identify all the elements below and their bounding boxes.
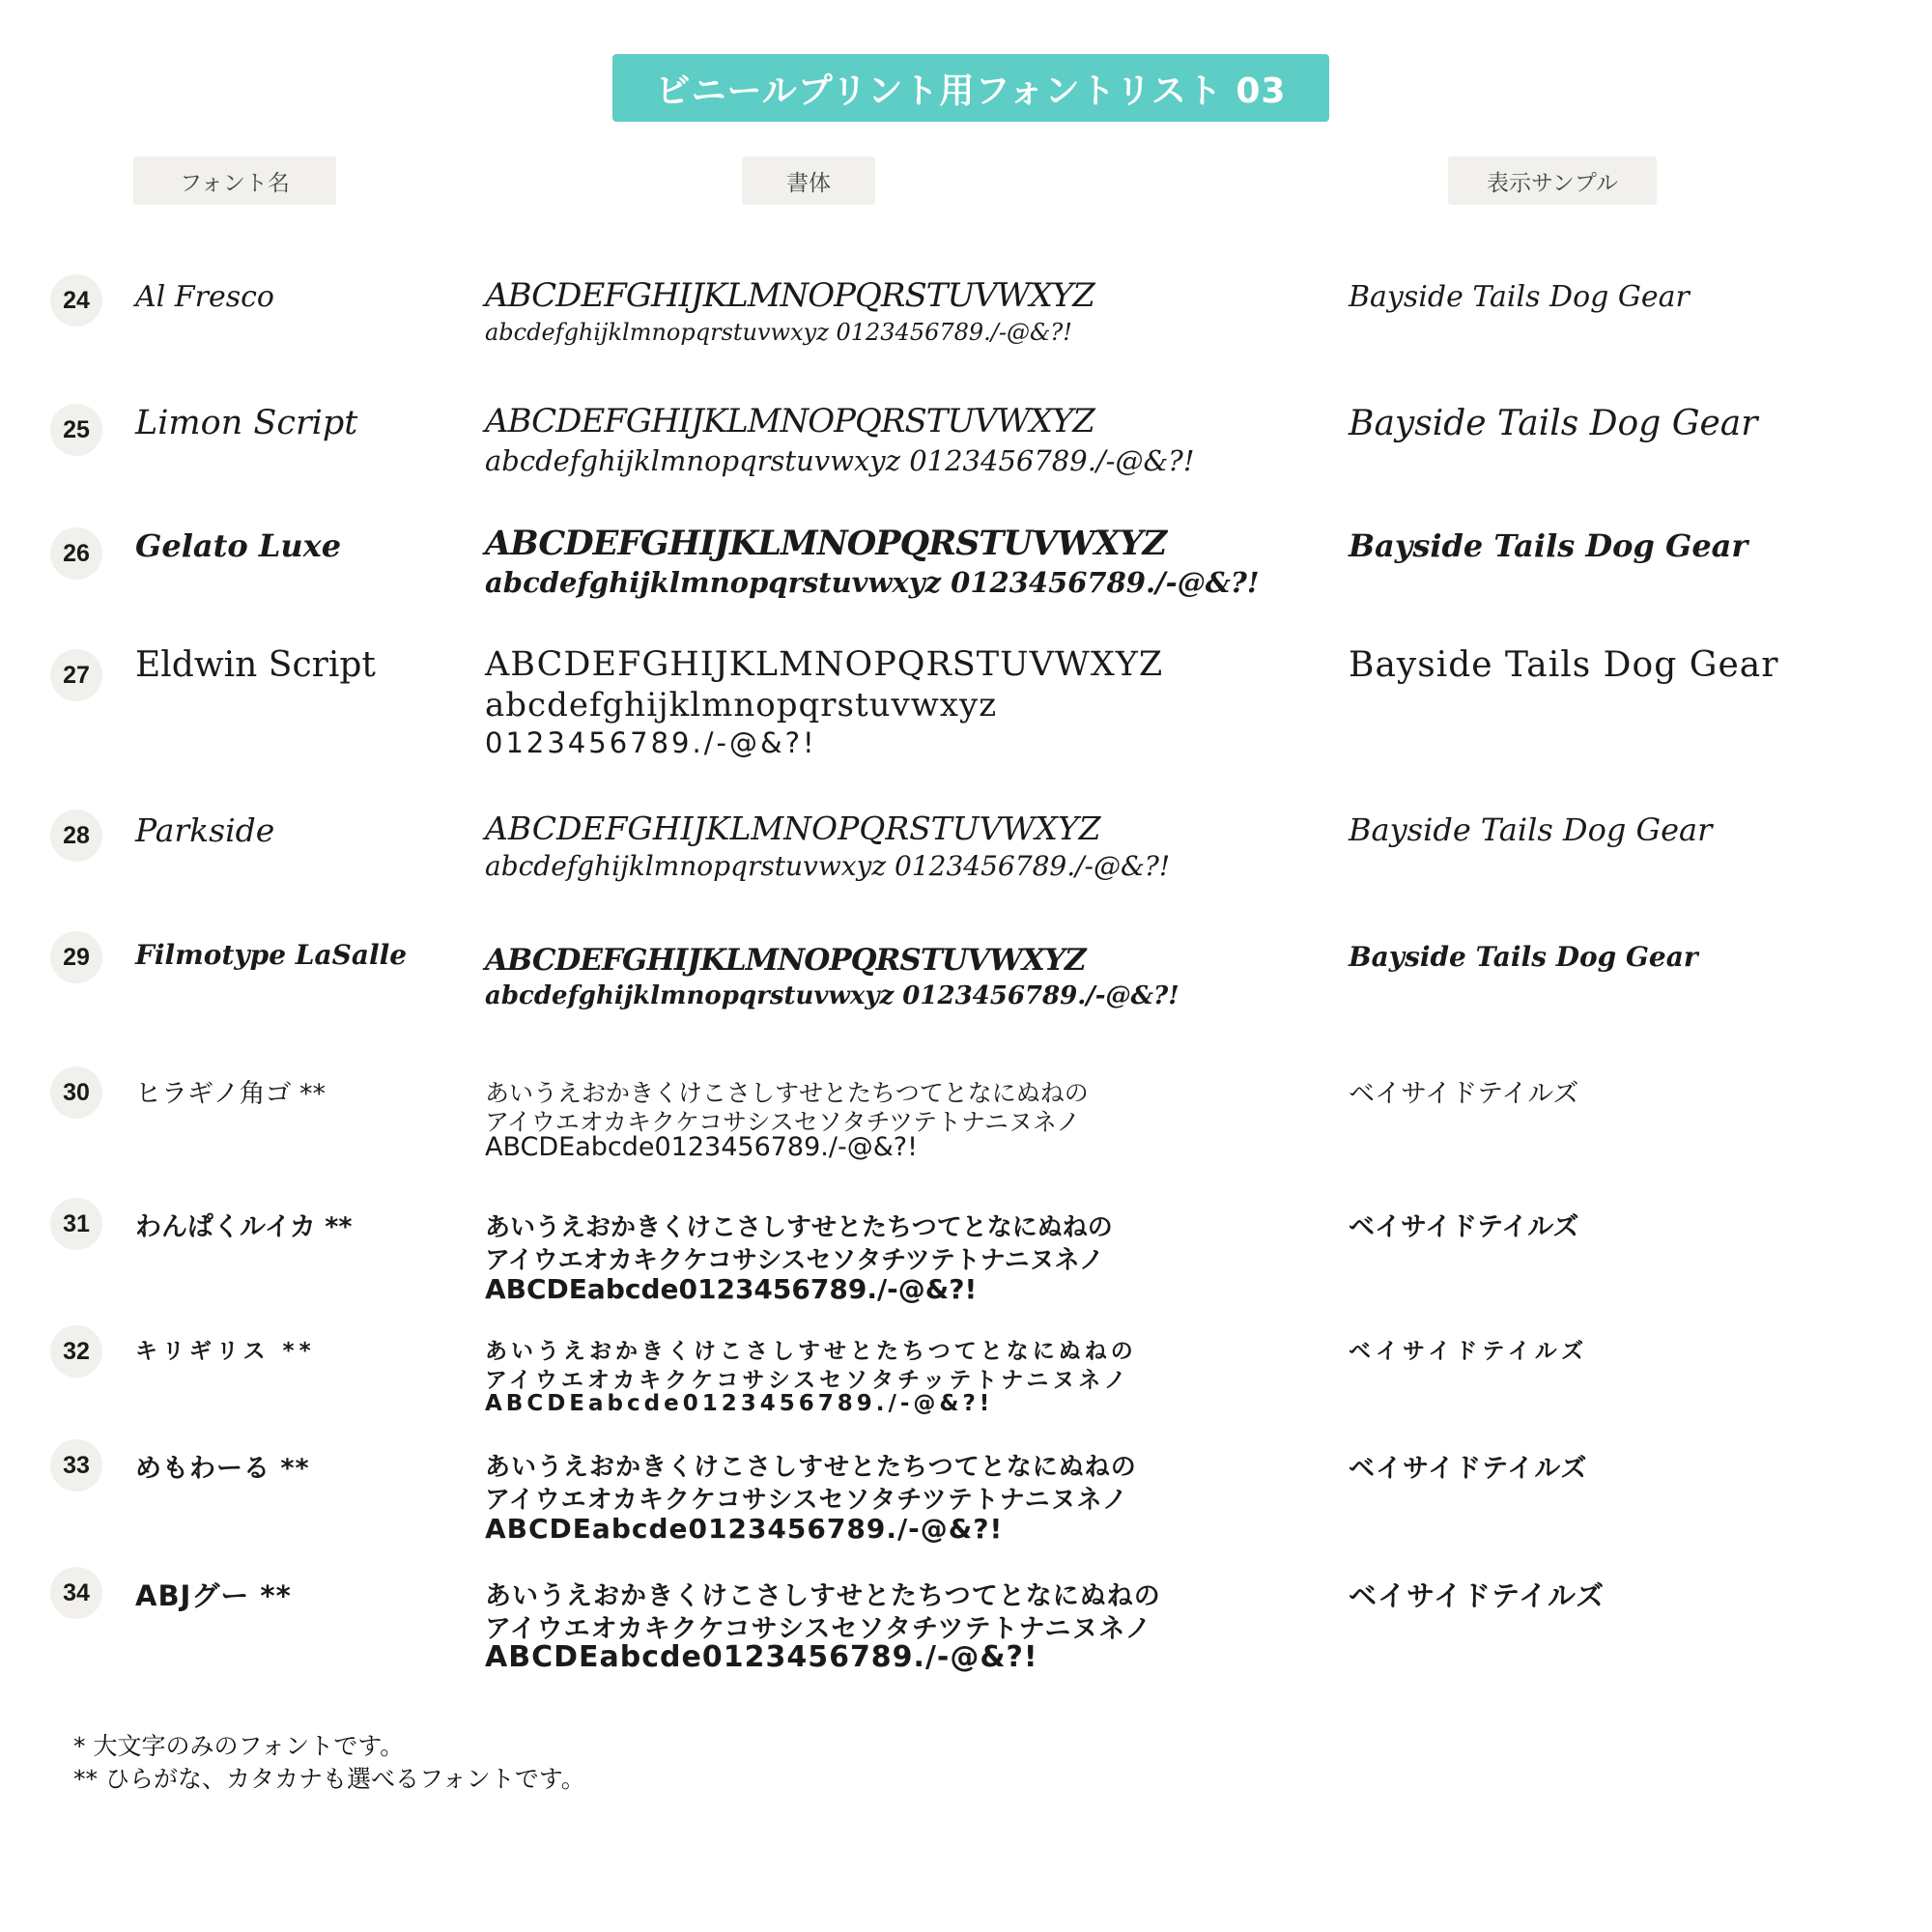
row-number: 34 [50,1567,102,1619]
font-name: Filmotype LaSalle [135,939,408,971]
spec-katakana: アイウエオカキクケコサシスセソタチツテトナニヌネノ [485,1614,1152,1644]
font-name: Limon Script [135,404,358,442]
display-sample: ベイサイドテイルズ [1349,1212,1579,1242]
spec-latin: ABCDEabcde0123456789./-@&?! [485,1273,978,1305]
footnote-kana-selectable: ** ひらがな、カタカナも選べるフォントです。 [73,1765,585,1793]
spec-hiragana: あいうえおかきくけこさしすせとたちつてとなにぬねの [485,1581,1161,1611]
spec-uppercase: ABCDEFGHIJKLMNOPQRSTUVWXYZ [485,810,1101,847]
spec-hiragana: あいうえおかきくけこさしすせとたちつてとなにぬねの [485,1213,1113,1242]
spec-latin: ABCDEabcde0123456789./-@&?! [485,1132,918,1162]
row-number: 32 [50,1325,102,1378]
spec-lowercase: abcdefghijklmnopqrstuvwxyz 0123456789./-@&?! [485,981,1179,1010]
spec-numbers: 0123456789./-@&?! [485,726,817,759]
spec-katakana: アイウエオカキクケコサシスセソタチッテトナニヌネノ [485,1368,1130,1393]
display-sample: ベイサイドテイルズ [1349,1079,1579,1109]
display-sample: Bayside Tails Dog Gear [1349,404,1758,443]
spec-uppercase: ABCDEFGHIJKLMNOPQRSTUVWXYZ [485,943,1086,978]
spec-lowercase: abcdefghijklmnopqrstuvwxyz 0123456789./-@&?! [485,319,1072,346]
spec-uppercase: ABCDEFGHIJKLMNOPQRSTUVWXYZ [485,524,1167,563]
row-number: 24 [50,274,102,327]
display-sample: ベイサイドテイルズ [1349,1454,1588,1484]
font-name: Eldwin Script [135,645,376,685]
spec-uppercase: ABCDEFGHIJKLMNOPQRSTUVWXYZ [485,276,1094,315]
display-sample: ベイサイドテイルズ [1349,1339,1589,1364]
spec-katakana: アイウエオカキクケコサシスセソタチツテトナニヌネノ [485,1108,1081,1136]
font-name: わんぱくルイカ ** [135,1212,353,1242]
column-header-typeface: 書体 [742,156,875,205]
spec-latin: ABCDEabcde0123456789./-@&?! [485,1513,1004,1545]
display-sample: Bayside Tails Dog Gear [1349,280,1690,314]
font-name: Al Fresco [135,280,274,314]
column-header-font-name: フォント名 [133,156,336,205]
display-sample: Bayside Tails Dog Gear [1349,811,1713,848]
spec-lowercase: abcdefghijklmnopqrstuvwxyz 0123456789./-@&?! [485,444,1195,477]
spec-katakana: アイウエオカキクケコサシスセソタチツテトナニヌネノ [485,1486,1128,1515]
spec-uppercase: ABCDEFGHIJKLMNOPQRSTUVWXYZ [485,645,1164,684]
display-sample: Bayside Tails Dog Gear [1349,645,1779,685]
row-number: 33 [50,1439,102,1492]
row-number: 29 [50,931,102,983]
column-header-sample: 表示サンプル [1448,156,1657,205]
font-name: ABJグー ** [135,1579,292,1612]
spec-latin: ABCDEabcde0123456789./-@&?! [485,1640,1038,1674]
font-name: Gelato Luxe [135,527,342,564]
spec-lowercase: abcdefghijklmnopqrstuvwxyz [485,686,998,724]
row-number: 30 [50,1066,102,1119]
spec-lowercase: abcdefghijklmnopqrstuvwxyz 0123456789./-@&?! [485,566,1260,599]
row-number: 28 [50,810,102,862]
font-name: ヒラギノ角ゴ ** [135,1079,327,1109]
row-number: 26 [50,527,102,580]
page-title: ビニールプリント用フォントリスト 03 [612,54,1329,122]
spec-hiragana: あいうえおかきくけこさしすせとたちつてとなにぬねの [485,1453,1137,1482]
spec-uppercase: ABCDEFGHIJKLMNOPQRSTUVWXYZ [485,402,1094,440]
row-number: 31 [50,1198,102,1250]
spec-katakana: アイウエオカキクケコサシスセソタチツテトナニヌネノ [485,1246,1104,1275]
display-sample: Bayside Tails Dog Gear [1349,527,1748,564]
display-sample: Bayside Tails Dog Gear [1349,941,1698,973]
display-sample: ベイサイドテイルズ [1349,1579,1605,1612]
spec-lowercase: abcdefghijklmnopqrstuvwxyz 0123456789./-@&?! [485,850,1171,882]
row-number: 27 [50,649,102,701]
spec-latin: ABCDEabcde0123456789./-@&?! [485,1391,994,1416]
row-number: 25 [50,404,102,456]
spec-hiragana: あいうえおかきくけこさしすせとたちつてとなにぬねの [485,1079,1089,1107]
font-name: めもわーる ** [135,1454,310,1484]
spec-hiragana: あいうえおかきくけこさしすせとたちつてとなにぬねの [485,1339,1137,1364]
font-name: Parkside [135,811,275,849]
footnote-uppercase-only: * 大文字のみのフォントです。 [73,1732,405,1760]
font-name: キリギリス ** [135,1339,316,1364]
